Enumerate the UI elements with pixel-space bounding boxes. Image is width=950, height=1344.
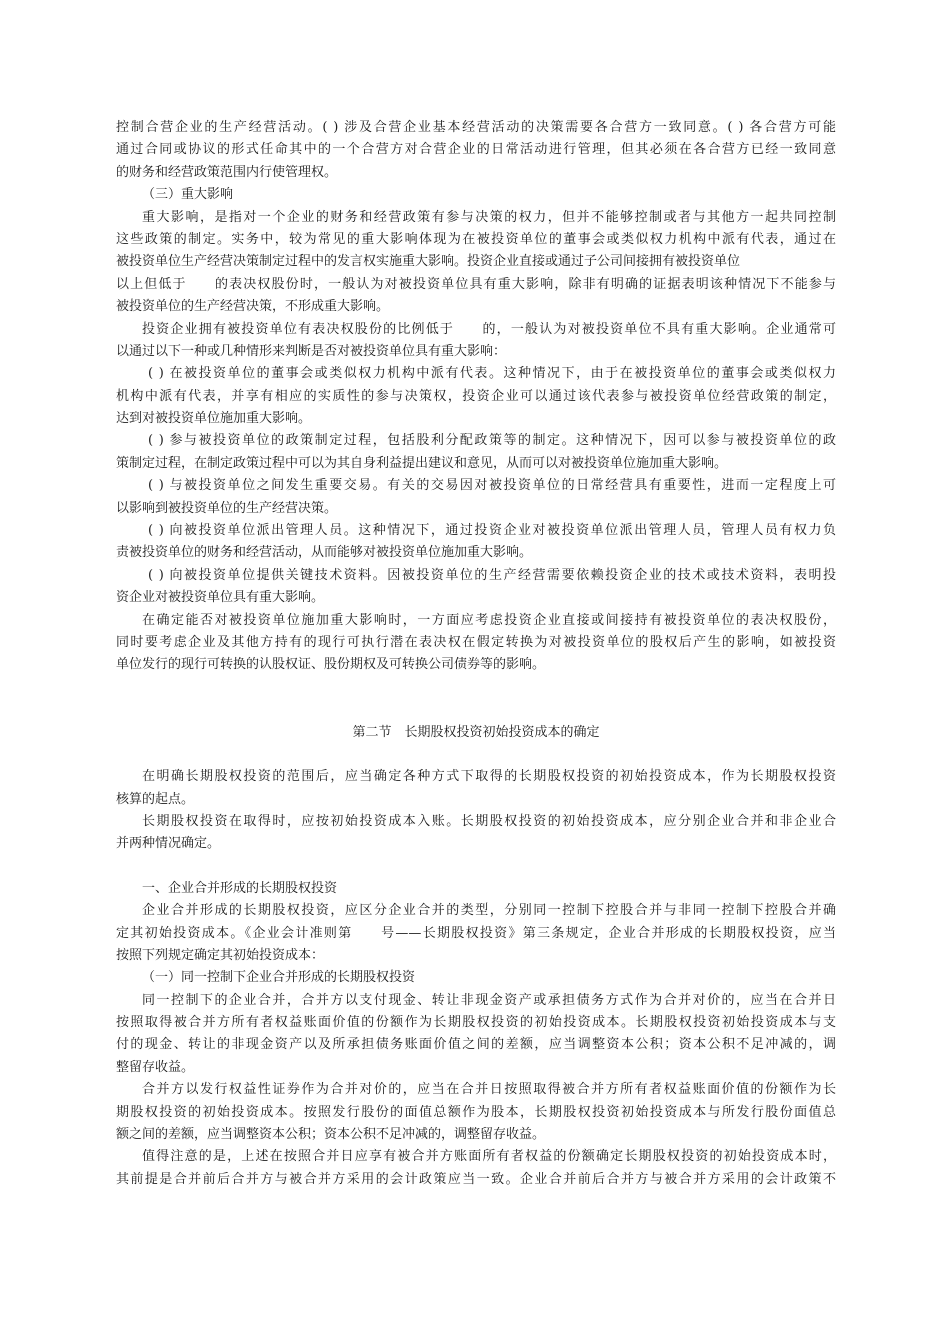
text-line: 达到对被投资单位施加重大影响。 — [116, 411, 312, 427]
paragraph-initial-cost — [116, 811, 836, 856]
text-line: 值得注意的是，上述在按照合并日应享有被合并方账面所有者权益的份额确定长期股权投资的初始投资成本时， — [142, 1149, 836, 1165]
text-line: 定其初始投资成本。《企业会计准则第 号——长期股权投资》第三条规定，企业合并形成的长期股权投资，应当 — [116, 925, 836, 941]
paragraph-significant-influence-definition — [116, 207, 836, 319]
text-line: 企业合并形成的长期股权投资，应区分企业合并的类型，分别同一控制下控股合并与非同一控制下控股合并确 — [142, 903, 836, 919]
paragraph-joint-control-continued — [116, 117, 836, 184]
text-line: 这些政策的制定。实务中，较为常见的重大影响体现为在被投资单位的董事会或类似权力机构中派有代表，通过在 — [116, 231, 836, 247]
text-line: 额之间的差额，应当调整资本公积；资本公积不足冲减的，调整留存收益。 — [116, 1127, 546, 1143]
text-line: 通过合同或协议的形式任命其中的一个合营方对合营企业的日常活动进行管理，但其必须在各合营方已经一致同意 — [116, 142, 836, 158]
text-line: 并两种情况确定。 — [116, 836, 221, 852]
list-item-board-representation — [116, 363, 836, 430]
heading-significant-influence: （三）重大影响 — [142, 187, 234, 203]
list-item-material-transactions — [116, 475, 836, 520]
list-item-policy-participation — [116, 430, 836, 475]
text-line: 核算的起点。 — [116, 791, 195, 807]
text-line: 策制定过程，在制定政策过程中可以为其自身利益提出建议和意见，从而可以对被投资单位施加重大影响。 — [116, 455, 728, 471]
text-line: 按照取得被合并方所有者权益账面价值的份额作为长期股权投资的初始投资成本。长期股权投资初始投资成本与支 — [116, 1015, 836, 1031]
text-line: 同时要考虑企业及其他方持有的现行可执行潜在表决权在假定转换为对被投资单位的股权后产生的影响，如被投资 — [116, 634, 836, 650]
text-line: 被投资单位的生产经营决策，不形成重大影响。 — [116, 299, 390, 315]
text-line: 长期股权投资在取得时，应按初始投资成本入账。长期股权投资的初始投资成本，应分别企业合并和非企业合 — [142, 813, 836, 829]
paragraph-potential-voting-rights — [116, 610, 836, 677]
paragraph-scope-intro — [116, 766, 836, 811]
text-line: 控制合营企业的生产经营活动。( ) 涉及合营企业基本经营活动的决策需要各合营方一致同意。( ) 各合营方可能 — [116, 120, 836, 135]
text-line: 在确定能否对被投资单位施加重大影响时，一方面应考虑投资企业直接或间接持有被投资单位的表决权股份， — [142, 612, 836, 628]
text-line: 重大影响，是指对一个企业的财务和经营政策有参与决策的权力，但并不能够控制或者与其他方一起共同控制 — [142, 209, 836, 225]
text-line: 责被投资单位的财务和经营活动，从而能够对被投资单位施加重大影响。 — [116, 545, 533, 561]
spacer — [116, 677, 836, 722]
paragraph-accounting-policy — [116, 1146, 836, 1191]
text-line: 同一控制下的企业合并，合并方以支付现金、转让非现金资产或承担债务方式作为合并对价的，应当在合并日 — [142, 992, 836, 1008]
spacer — [116, 856, 836, 878]
spacer — [116, 744, 836, 766]
text-line: 合并方以发行权益性证券作为合并对价的，应当在合并日按照取得被合并方所有者权益账面价值的份额作为长 — [142, 1082, 836, 1098]
text-line: 机构中派有代表，并享有相应的实质性的参与决策权，投资企业可以通过该代表参与被投资单位经营政策的制定， — [116, 388, 836, 404]
heading-common-control: （一）同一控制下企业合并形成的长期股权投资 — [142, 970, 416, 986]
text-line: 在明确长期股权投资的范围后，应当确定各种方式下取得的长期股权投资的初始投资成本，作为长期股权投资 — [142, 769, 836, 785]
text-line: 被投资单位生产经营决策制定过程中的发言权实施重大影响。投资企业直接或通过子公司间接拥有被投资单位 — [116, 254, 741, 270]
text-line: ( ) 向被投资单位派出管理人员。这种情况下，通过投资企业对被投资单位派出管理人员，管理人员有权力负 — [148, 523, 836, 539]
text-line: 单位发行的现行可转换的认股权证、股份期权及可转换公司债券等的影响。 — [116, 657, 546, 673]
paragraph-common-control-equity — [116, 1079, 836, 1146]
text-line: ( ) 参与被投资单位的政策制定过程，包括股利分配政策等的制定。这种情况下，因可以参与被投资单位的政 — [148, 433, 836, 449]
section-title: 第二节 长期股权投资初始投资成本的确定 — [352, 724, 600, 740]
text-line: 整留存收益。 — [116, 1059, 195, 1075]
text-line: ( ) 向被投资单位提供关键技术资料。因被投资单位的生产经营需要依赖投资企业的技术或技术资料，表明投 — [148, 567, 836, 583]
text-line: 投资企业拥有被投资单位有表决权股份的比例低于 的，一般认为对被投资单位不具有重大影响。企业通常可 — [142, 321, 836, 337]
text-line: 以上但低于 的表决权股份时，一般认为对被投资单位具有重大影响，除非有明确的证据表明该种情况下不能参与 — [116, 276, 836, 292]
text-line: 付的现金、转让的非现金资产以及所承担债务账面价值之间的差额，应当调整资本公积；资本公积不足冲减的，调 — [116, 1037, 836, 1053]
text-line: 资企业对被投资单位具有重大影响。 — [116, 590, 325, 606]
paragraph-common-control-cash — [116, 990, 836, 1080]
list-item-technical-information — [116, 565, 836, 610]
document-page — [116, 117, 836, 1191]
text-line: 以影响到被投资单位的生产经营决策。 — [116, 500, 338, 516]
text-line: 以通过以下一种或几种情形来判断是否对被投资单位具有重大影响： — [116, 343, 507, 359]
list-item-management-personnel — [116, 520, 836, 565]
text-line: ( ) 在被投资单位的董事会或类似权力机构中派有代表。这种情况下，由于在被投资单位的董事会或类似权力 — [148, 366, 836, 382]
heading-business-combination: 一、企业合并形成的长期股权投资 — [142, 880, 338, 896]
text-line: 按照下列规定确定其初始投资成本： — [116, 947, 325, 963]
text-line: 的财务和经营政策范围内行使管理权。 — [116, 164, 338, 180]
paragraph-combination-types — [116, 900, 836, 967]
text-line: 期股权投资的初始投资成本。按照发行股份的面值总额作为股本，长期股权投资初始投资成本与所发行股份面值总 — [116, 1104, 836, 1120]
text-line: 其前提是合并前后合并方与被合并方采用的会计政策应当一致。企业合并前后合并方与被合并方采用的会计政策不 — [116, 1171, 836, 1187]
text-line: ( ) 与被投资单位之间发生重要交易。有关的交易因对被投资单位的日常经营具有重要性，进而一定程度上可 — [148, 478, 836, 494]
paragraph-voting-ratio — [116, 319, 836, 364]
